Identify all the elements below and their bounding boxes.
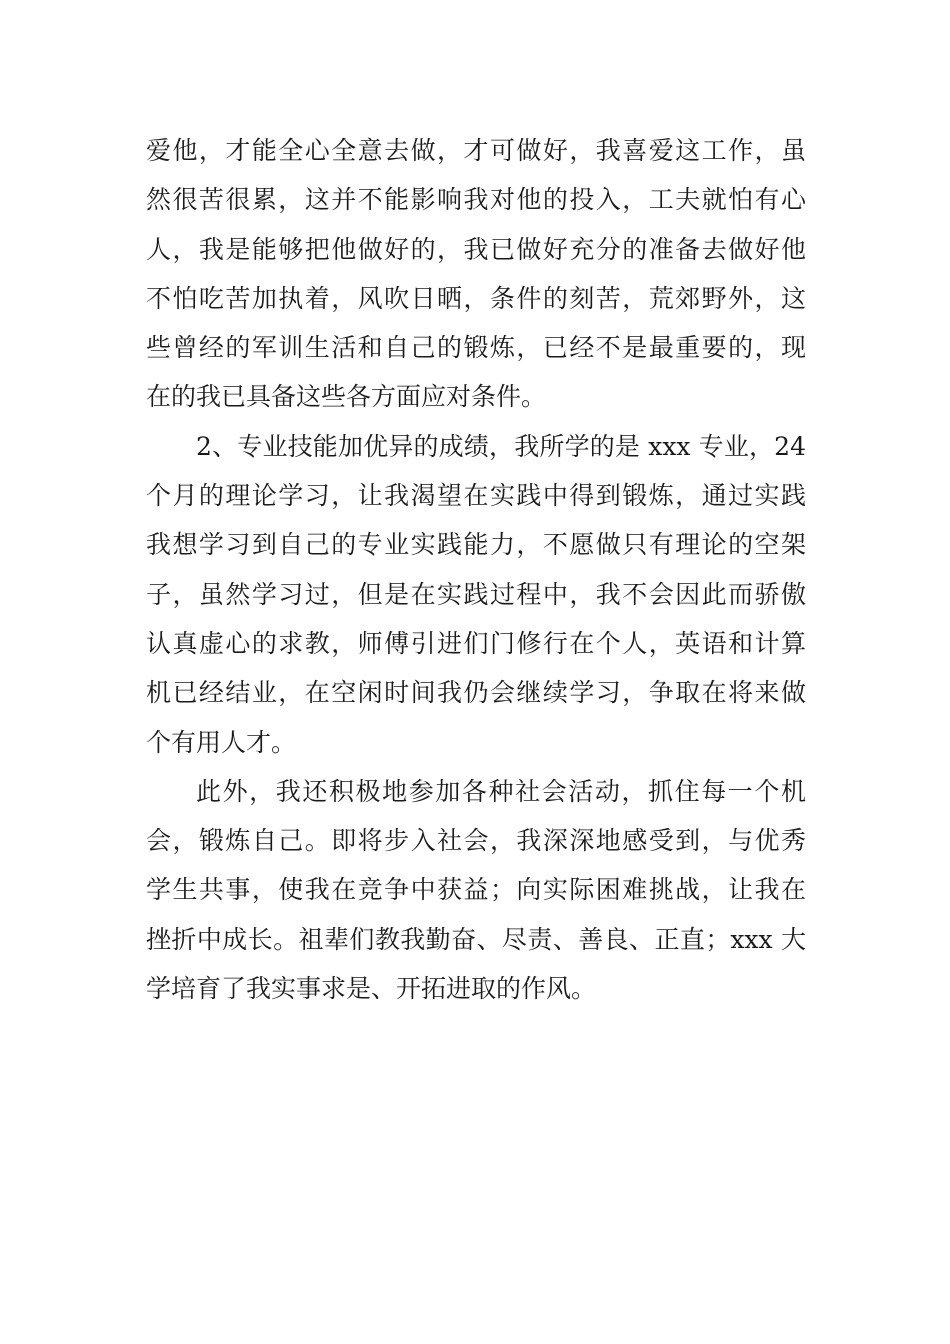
text-line: 学生共事，使我在竞争中获益；向实际困难挑战，让我在 bbox=[146, 875, 806, 905]
text-line: 我想学习到自己的专业实践能力，不愿做只有理论的空架 bbox=[146, 530, 806, 560]
paragraph-2 bbox=[146, 422, 806, 767]
paragraph-3 bbox=[146, 767, 806, 1013]
text-line: 个有用人才。 bbox=[146, 727, 297, 757]
text-line: 在的我已具备这些各方面应对条件。 bbox=[146, 382, 547, 412]
document-body bbox=[146, 126, 806, 1013]
text-line: 爱他，才能全心全意去做，才可做好，我喜爱这工作，虽 bbox=[146, 136, 806, 165]
text-line: 子，虽然学习过，但是在实践过程中，我不会因此而骄傲 bbox=[146, 579, 806, 609]
text-line: 机已经结业，在空闲时间我仍会继续学习，争取在将来做 bbox=[146, 678, 806, 708]
text-line: 个月的理论学习，让我渴望在实践中得到锻炼，通过实践 bbox=[146, 481, 806, 511]
text-line: 然很苦很累，这并不能影响我对他的投入，工夫就怕有心 bbox=[146, 185, 806, 215]
text-line: 会，锻炼自己。即将步入社会，我深深地感受到，与优秀 bbox=[146, 826, 806, 856]
text-line: 些曾经的军训生活和自己的锻炼，已经不是最重要的，现 bbox=[146, 333, 806, 363]
text-line: 学培育了我实事求是、开拓进取的作风。 bbox=[146, 974, 597, 1004]
paragraph-1 bbox=[146, 126, 806, 422]
text-line: 人，我是能够把他做好的，我已做好充分的准备去做好他 bbox=[146, 234, 806, 264]
text-line: 此外，我还积极地参加各种社会活动，抓住每一个机 bbox=[196, 776, 806, 806]
text-line: 认真虚心的求教，师傅引进们门修行在个人，英语和计算 bbox=[146, 628, 806, 658]
text-line: 不怕吃苦加执着，风吹日晒，条件的刻苦，荒郊野外，这 bbox=[146, 283, 806, 313]
text-line: 挫折中成长。祖辈们教我勤奋、尽责、善良、正直；xxx 大 bbox=[146, 924, 806, 954]
text-line: 2、专业技能加优异的成绩，我所学的是 xxx 专业，24 bbox=[196, 431, 806, 461]
